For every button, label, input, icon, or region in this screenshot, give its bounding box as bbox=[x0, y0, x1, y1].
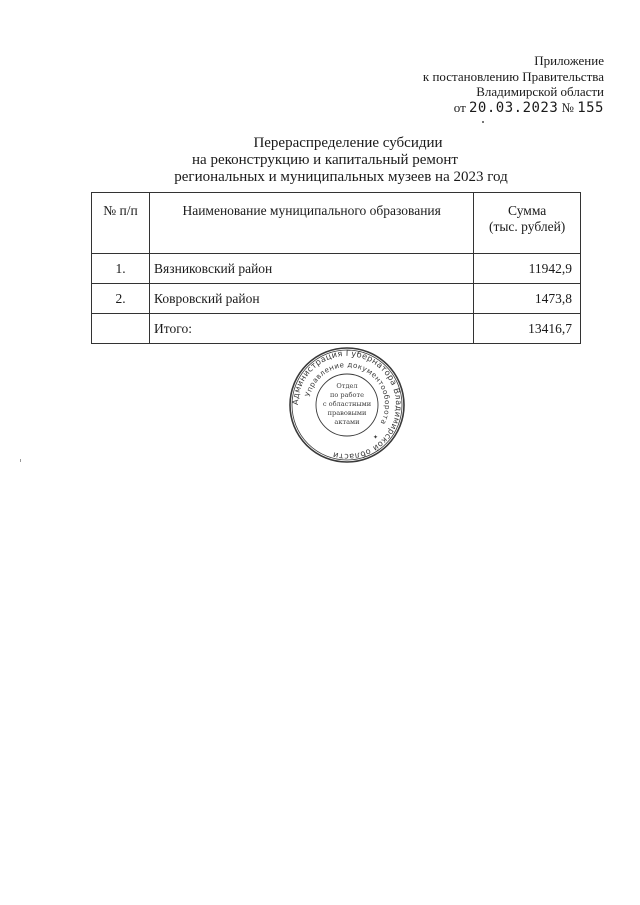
row-num: 2. bbox=[92, 284, 150, 314]
stamp-center-line: правовыми bbox=[327, 409, 367, 417]
header-num: № п/п bbox=[92, 193, 150, 254]
header-sum bbox=[474, 193, 581, 254]
row-sum: 1473,8 bbox=[474, 284, 581, 314]
stamp-star-icon: ✦ bbox=[373, 434, 379, 441]
header-name: Наименование муниципального образования bbox=[150, 193, 474, 254]
stamp-seal-icon bbox=[288, 346, 406, 464]
table-row bbox=[92, 284, 581, 314]
row-num bbox=[92, 314, 150, 344]
stamp-center-line: актами bbox=[334, 418, 360, 426]
appendix-region: Владимирской области bbox=[476, 84, 604, 99]
header-sum-unit: (тыс. рублей) bbox=[488, 219, 566, 234]
table-row bbox=[92, 254, 581, 284]
number-sign: № bbox=[561, 99, 574, 115]
row-num: 1. bbox=[92, 254, 150, 284]
appendix-header bbox=[423, 53, 604, 116]
stamp-middle-text: Управление документооборота bbox=[303, 359, 393, 427]
row-name: Вязниковский район bbox=[150, 254, 474, 284]
stamp-center-line: Отдел bbox=[336, 382, 358, 390]
table-header-row bbox=[92, 193, 581, 254]
decree-date: 20.03.2023 bbox=[469, 99, 559, 116]
title-line-1: Перераспределение субсидии bbox=[253, 135, 443, 151]
date-prefix: от bbox=[453, 99, 466, 115]
subsidy-table bbox=[91, 192, 581, 344]
decree-number: 155 bbox=[577, 99, 604, 116]
title-line-2: на реконструкцию и капитальный ремонт bbox=[192, 152, 458, 168]
scan-dot bbox=[482, 121, 484, 123]
stamp-center-line: с областными bbox=[322, 400, 372, 408]
table-total-row bbox=[92, 314, 581, 344]
stamp-outer-text: Администрация Губернатора Владимирской области bbox=[289, 347, 405, 463]
row-sum: 11942,9 bbox=[474, 254, 581, 284]
document-title bbox=[0, 135, 640, 186]
title-line-3: региональных и муниципальных музеев на 2023 год bbox=[174, 169, 508, 185]
appendix-label: Приложение bbox=[534, 53, 604, 68]
row-sum: 13416,7 bbox=[474, 314, 581, 344]
appendix-date-line bbox=[423, 100, 604, 117]
official-stamp bbox=[288, 346, 406, 464]
row-name: Ковровский район bbox=[150, 284, 474, 314]
scan-margin-mark bbox=[20, 459, 21, 462]
appendix-decree: к постановлению Правительства bbox=[422, 68, 604, 84]
row-name: Итого: bbox=[150, 314, 474, 344]
stamp-center-line: по работе bbox=[329, 391, 365, 399]
header-sum-title: Сумма bbox=[508, 203, 547, 218]
